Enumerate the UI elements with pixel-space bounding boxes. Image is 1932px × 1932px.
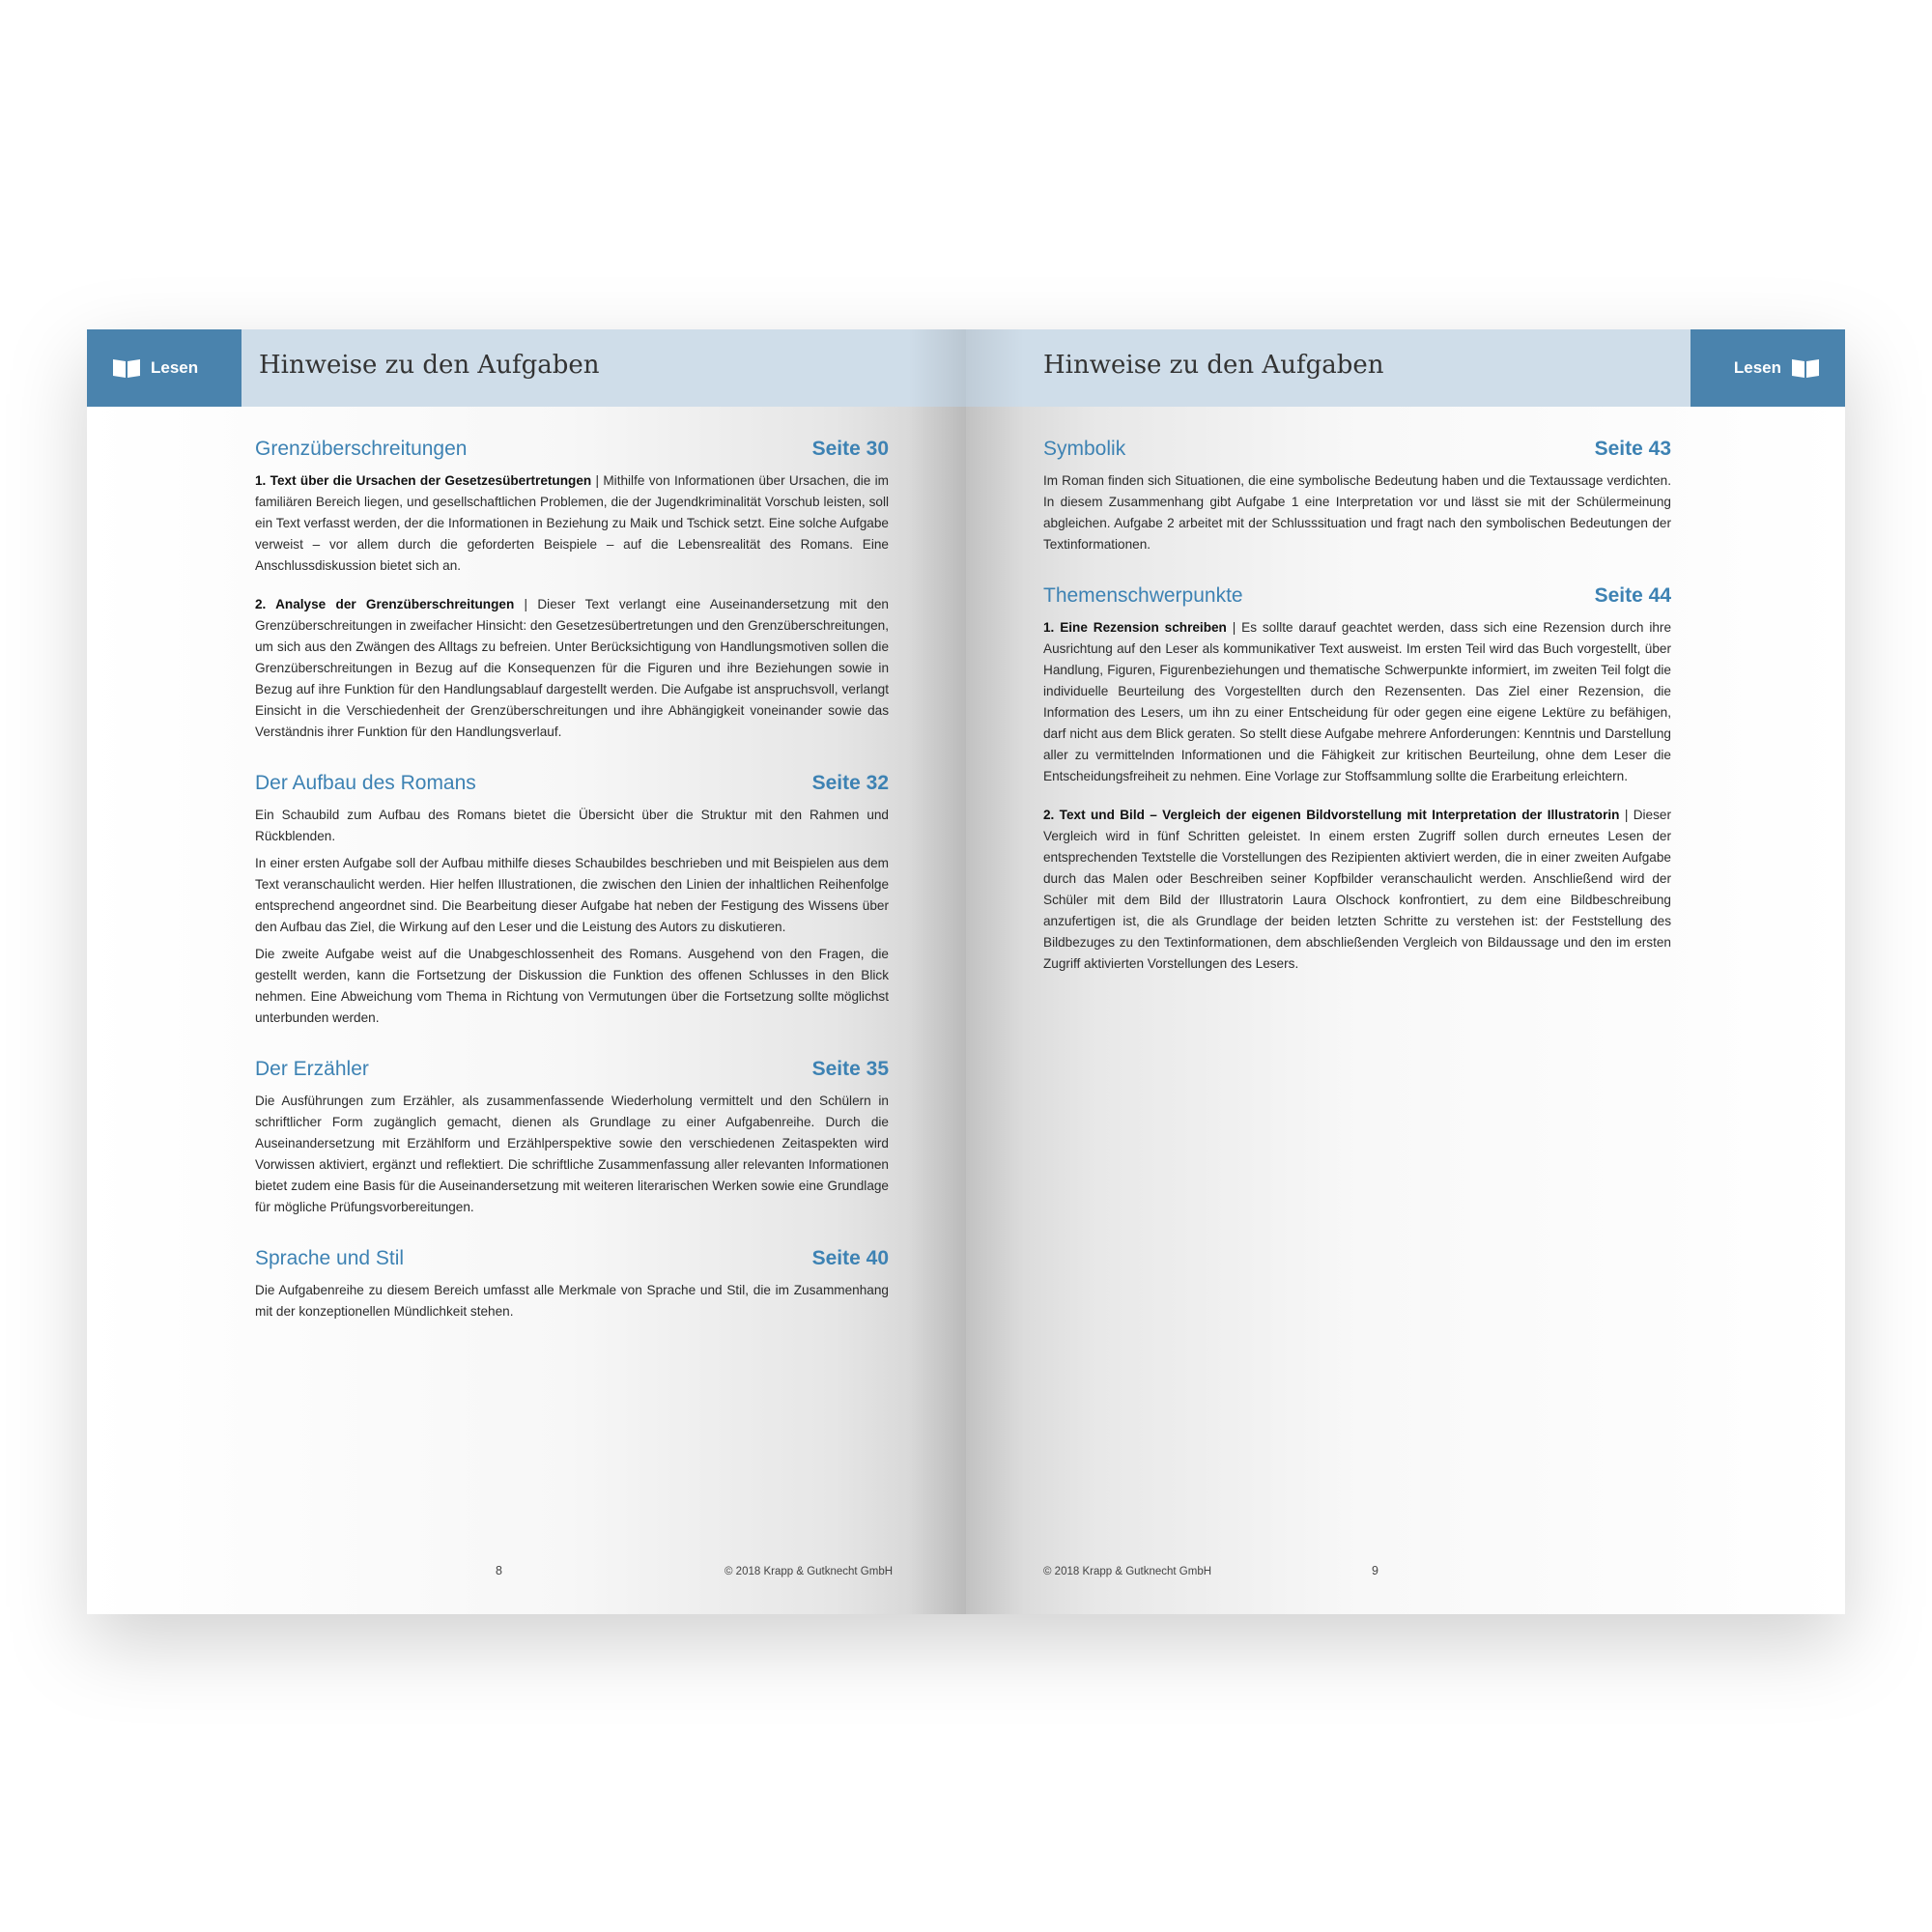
paragraph-text: Die zweite Aufgabe weist auf die Unabgeschlossenheit des Romans. Ausgehend von den Fragen, die gestellt werden, kann die Fortsetzung der Diskussion die Funktion des offenen Schlusses in den Blick nehmen. Eine Abweichung vom Thema in Richtung von Vermutungen über die Fortsetzung sollte möglichst unterbunden werden. (255, 947, 889, 1025)
paragraph-text: Die Ausführungen zum Erzähler, als zusammenfassende Wiederholung vermittelt und den Schülern in schriftlicher Form zugänglich gemacht, dienen als Grundlage zu einer Aufgabenreihe. Durch die Auseinandersetzung mit Erzählform und Erzählperspektive sowie den verschiedenen Zeitaspekten wird Vorwissen aktiviert, ergänzt und reflektiert. Die schriftliche Zusammenfassung aller relevanten Informationen bietet zudem eine Basis für die Auseinandersetzung mit weiteren literarischen Werken sowie eine Grundlage für mögliche Prüfungsvorbereitungen. (255, 1094, 889, 1214)
section (1043, 584, 1671, 975)
paragraph (1043, 617, 1671, 787)
copyright: © 2018 Krapp & Gutknecht GmbH (1043, 1566, 1212, 1577)
open-book-icon (1791, 357, 1820, 379)
section-title: Sprache und Stil (255, 1247, 405, 1269)
paragraph (255, 1091, 889, 1218)
paragraph (1043, 805, 1671, 975)
section-page-ref: Seite 44 (1594, 584, 1671, 607)
section (255, 1058, 889, 1218)
task-heading: 2. Analyse der Grenzüberschreitungen (255, 597, 515, 611)
paragraph-text: Ein Schaubild zum Aufbau des Romans bietet die Übersicht über die Struktur mit den Rahmen und Rückblenden. (255, 808, 889, 843)
paragraph (255, 853, 889, 938)
section-header (255, 1247, 889, 1270)
paragraph-text: | Mithilfe von Informationen über Ursachen, die im familiären Bereich liegen, und gesellschaftlichen Problemen, die der Jugendkriminalität Vorschub leisten, soll ein Text verfasst werden, der die Informationen in Beziehung zu Maik und Tschick setzt. Eine solche Aufgabe verweist – vor allem durch die geforderten Beispiele – auf die Lebensrealität des Romans. Eine Anschlussdiskussion bietet sich an. (255, 473, 889, 573)
section-title: Themenschwerpunkte (1043, 584, 1243, 607)
section-header (1043, 584, 1671, 608)
left-content (255, 438, 889, 1351)
page-number: 8 (496, 1564, 502, 1577)
section-page-ref: Seite 30 (811, 438, 889, 460)
task-heading: 2. Text und Bild – Vergleich der eigenen Bildvorstellung mit Interpretation der Illustratorin (1043, 808, 1620, 822)
tab-label: Lesen (1733, 358, 1781, 377)
section (1043, 438, 1671, 555)
section-title: Grenzüberschreitungen (255, 438, 468, 460)
task-heading: 1. Text über die Ursachen der Gesetzesübertretungen (255, 473, 592, 488)
task-heading: 1. Eine Rezension schreiben (1043, 620, 1227, 635)
section-page-ref: Seite 40 (811, 1247, 889, 1269)
section-title: Der Erzähler (255, 1058, 369, 1080)
paragraph-text: In einer ersten Aufgabe soll der Aufbau mithilfe dieses Schaubildes beschrieben und mit Beispielen aus dem Text veranschaulicht werden. Hier helfen Illustrationen, die zwischen den Linien der inhaltlichen Reihenfolge entsprechend angeordnet sind. Die Bearbeitung dieser Aufgabe hat neben der Festigung des Wissens über den Aufbau das Ziel, die Wirkung auf den Leser und die Leistung des Autors zu diskutieren. (255, 856, 889, 934)
paragraph-text: | Dieser Text verlangt eine Auseinandersetzung mit den Grenzüberschreitungen in zweifacher Hinsicht: den Gesetzesübertretungen und den Grenzüberschreitungen, um sich aus den Zwängen des Alltags zu befreien. Unter Berücksichtigung von Handlungsmotiven sollen die Grenzüberschreitungen in Bezug auf die Konsequenzen für die Figuren und ihre Beziehungen sowie in Bezug auf ihre Funktion für den Handlungsablauf dargestellt werden. Die Aufgabe ist anspruchsvoll, verlangt Einsicht in die Verschiedenheit der Grenzüberschreitungen und ihre Abhängigkeit voneinander sowie das Verständnis ihrer Funktion für den Handlungsverlauf. (255, 597, 889, 739)
paragraph (255, 1280, 889, 1322)
left-page (87, 329, 966, 1614)
section-title: Symbolik (1043, 438, 1126, 460)
section-tab (87, 329, 242, 407)
paragraph (255, 470, 889, 577)
paragraph (255, 944, 889, 1029)
section-header (1043, 438, 1671, 461)
right-content (1043, 438, 1671, 1004)
page-header-title: Hinweise zu den Aufgaben (259, 351, 600, 380)
section-page-ref: Seite 43 (1594, 438, 1671, 460)
paragraph-text: | Dieser Vergleich wird in fünf Schritten geleistet. In einem ersten Zugriff sollen durch erneutes Lesen der entsprechenden Textstelle die Vorstellungen des Rezipienten aktiviert werden, die in einer zweiten Aufgabe durch das Malen oder Beschreiben seiner Kopfbilder veranschaulicht werden. Anschließend wird der Schüler mit dem Bild der Illustratorin Laura Olschock konfrontiert, zu dem eine Bildbeschreibung anzufertigen ist, die als Grundlage der beiden letzten Schritte zu verstehen ist: der Feststellung des Bildbezuges zu den Textinformationen, dem abschließenden Vergleich von Bildaussage und den im ersten Zugriff aktivierten Vorstellungen des Lesers. (1043, 808, 1671, 971)
tab-label: Lesen (151, 358, 199, 377)
open-book-icon (112, 357, 141, 379)
section-tab (1690, 329, 1845, 407)
section-title: Der Aufbau des Romans (255, 772, 476, 794)
section (255, 772, 889, 1029)
right-page (966, 329, 1845, 1614)
page-header-title: Hinweise zu den Aufgaben (1043, 351, 1384, 380)
section (255, 1247, 889, 1322)
gutter-shadow (966, 329, 1024, 1614)
section (255, 438, 889, 743)
section-header (255, 438, 889, 461)
paragraph (255, 805, 889, 847)
section-header (255, 1058, 889, 1081)
section-page-ref: Seite 32 (811, 772, 889, 794)
open-booklet (87, 329, 1845, 1614)
page-number: 9 (1372, 1564, 1378, 1577)
paragraph-text: Im Roman finden sich Situationen, die eine symbolische Bedeutung haben und die Textaussage verdichten. In diesem Zusammenhang gibt Aufgabe 1 eine Interpretation vor und lässt sie mit der Schülermeinung abgleichen. Aufgabe 2 arbeitet mit der Schlusssituation und fragt nach den symbolischen Bedeutungen der Textinformationen. (1043, 473, 1671, 552)
section-header (255, 772, 889, 795)
paragraph (1043, 470, 1671, 555)
copyright: © 2018 Krapp & Gutknecht GmbH (724, 1566, 894, 1577)
paragraph-text: Die Aufgabenreihe zu diesem Bereich umfasst alle Merkmale von Sprache und Stil, die im Zusammenhang mit der konzeptionellen Mündlichkeit stehen. (255, 1283, 889, 1319)
paragraph-text: | Es sollte darauf geachtet werden, dass sich eine Rezension durch ihre Ausrichtung auf den Leser als kommunikativer Text ausweist. Im ersten Teil wird das Buch vorgestellt, über Handlung, Figuren, Figurenbeziehungen und thematische Schwerpunkte informiert, im zweiten Teil folgt die individuelle Beurteilung des Vorgestellten durch den Rezensenten. Das Ziel einer Rezension, die Information des Lesers, um ihn zu einer Entscheidung für oder gegen eine eigene Lektüre zu befähigen, darf nicht aus dem Blick geraten. So stellt diese Aufgabe mehrere Anforderungen: Kenntnis und Darstellung aller zu vermittelnden Informationen und die Fähigkeit zur kritischen Beurteilung, ohne dem Leser die Entscheidungsfreiheit zu nehmen. Eine Vorlage zur Stoffsammlung sollte die Erarbeitung erleichtern. (1043, 620, 1672, 783)
section-page-ref: Seite 35 (811, 1058, 889, 1080)
paragraph (255, 594, 889, 743)
gutter-shadow (908, 329, 966, 1614)
